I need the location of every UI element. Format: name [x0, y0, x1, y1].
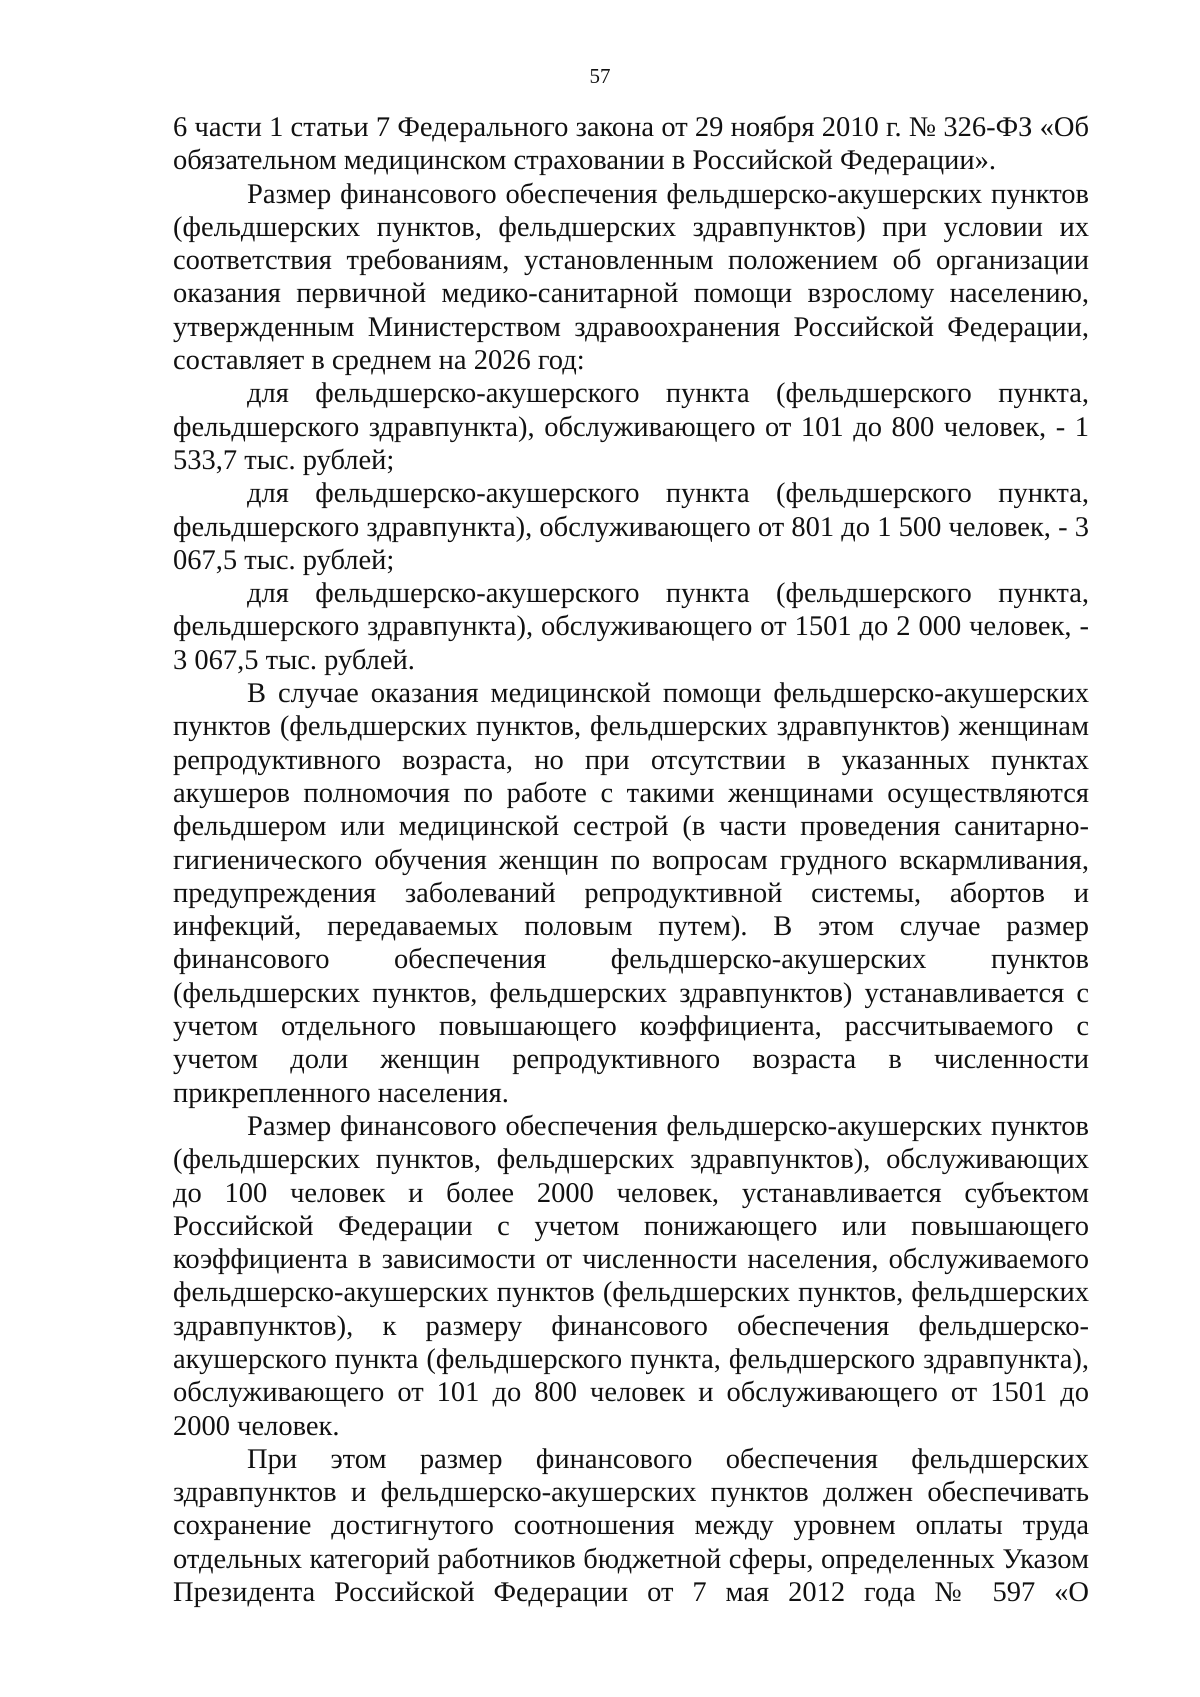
paragraph-law-reference: 6 части 1 статьи 7 Федерального закона от 29 ноября 2010 г. № 326-ФЗ «Об обязательном медицинском страховании в Российской Федерации». — [173, 112, 1089, 177]
paragraph-item-801-1500: для фельдшерско-акушерского пункта (фельдшерского пункта, фельдшерского здравпункта), обслуживающего от 801 до 1 500 человек, - 3 067,5 тыс. рублей; — [173, 478, 1089, 576]
paragraph-financing-size: Размер финансового обеспечения фельдшерско-акушерских пунктов (фельдшерских пунктов, фельдшерских здравпунктов) при условии их соответствия требованиям, установленным положением об организации оказания первичной медико-санитарной помощи взрослому населению, утвержденным Министерством здравоохранения Российской Федерации, составляет в среднем на 2026 год: — [173, 178, 1089, 377]
paragraph-salary-ratio: При этом размер финансового обеспечения фельдшерских здравпунктов и фельдшерско-акушерских пунктов должен обеспечивать сохранение достигнутого соотношения между уровнем оплаты труда отдельных категорий работников бюджетной сферы, определенных Указом Президента Российской Федерации от 7 мая 2012 года № 597 «О — [173, 1443, 1089, 1609]
paragraph-item-1501-2000: для фельдшерско-акушерского пункта (фельдшерского пункта, фельдшерского здравпункта), обслуживающего от 1501 до 2 000 человек, - 3 067,5 тыс. рублей. — [173, 578, 1089, 676]
page-number: 57 — [589, 64, 611, 88]
paragraph-coefficient: Размер финансового обеспечения фельдшерско-акушерских пунктов (фельдшерских пунктов, фельдшерских здравпунктов), обслуживающих до 100 человек и более 2000 человек, устанавливается субъектом Российской Федерации с учетом понижающего или повышающего коэффициента в зависимости от численности населения, обслуживаемого фельдшерско-акушерских пунктов (фельдшерских пунктов, фельдшерских здравпунктов), к размеру финансового обеспечения фельдшерско-акушерского пункта (фельдшерского пункта, фельдшерского здравпункта), обслуживающего от 101 до 800 человек и обслуживающего от 1501 до 2000 человек. — [173, 1110, 1089, 1442]
paragraph-item-101-800: для фельдшерско-акушерского пункта (фельдшерского пункта, фельдшерского здравпункта), обслуживающего от 101 до 800 человек, - 1 533,7 тыс. рублей; — [173, 378, 1089, 476]
document-body — [173, 111, 1089, 1609]
paragraph-women-care: В случае оказания медицинской помощи фельдшерско-акушерских пунктов (фельдшерских пунктов, фельдшерских здравпунктов) женщинам репродуктивного возраста, но при отсутствии в указанных пунктах акушеров полномочия по работе с такими женщинами осуществляются фельдшером или медицинской сестрой (в части проведения санитарно-гигиенического обучения женщин по вопросам грудного вскармливания, предупреждения заболеваний репродуктивной системы, абортов и инфекций, передаваемых половым путем). В этом случае размер финансового обеспечения фельдшерско-акушерских пунктов (фельдшерских пунктов, фельдшерских здравпунктов) устанавливается с учетом отдельного повышающего коэффициента, рассчитываемого с учетом доли женщин репродуктивного возраста в численности прикрепленного населения. — [173, 678, 1089, 1109]
